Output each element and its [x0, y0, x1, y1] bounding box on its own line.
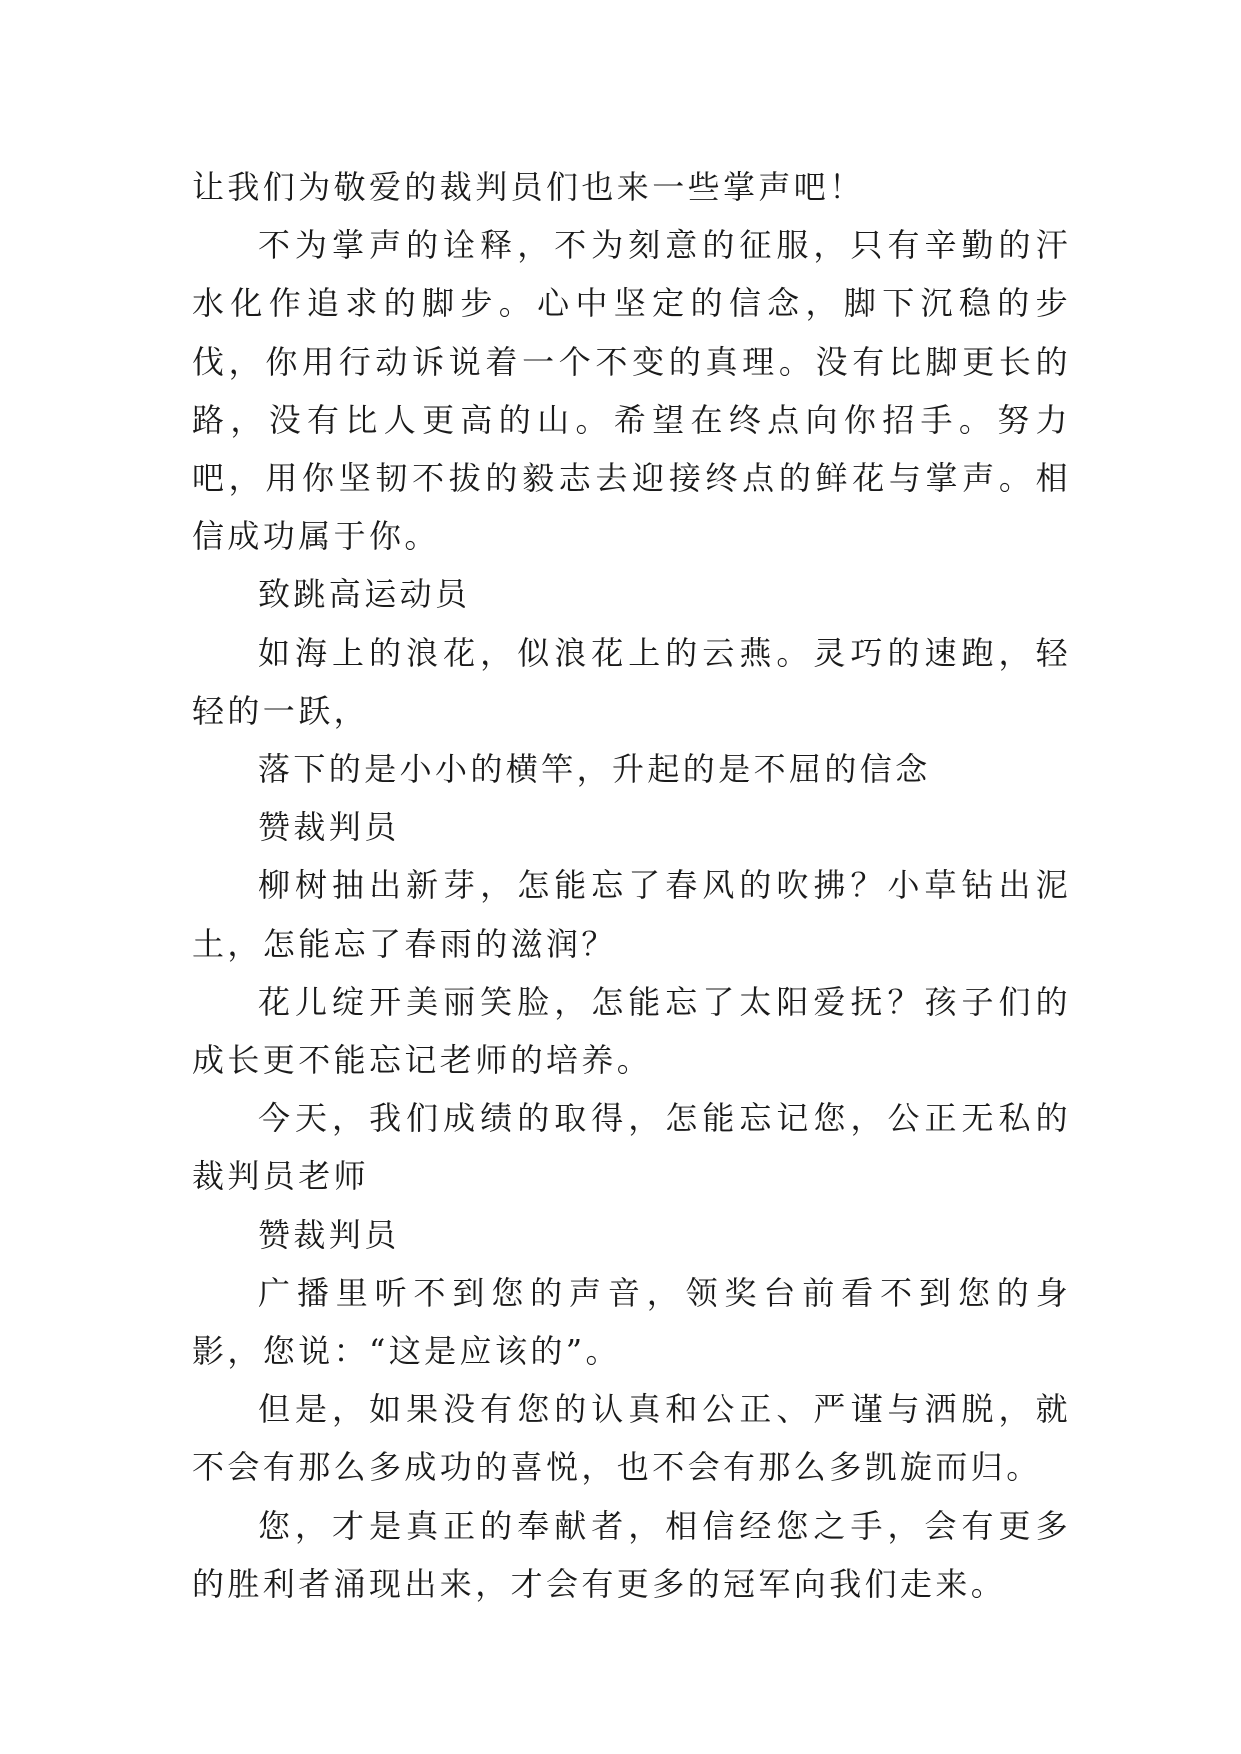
paragraph-fair-referees: 今天，我们成绩的取得，怎能忘记您，公正无私的裁判员老师 [192, 1099, 1071, 1196]
heading-high-jump-athletes: 致跳高运动员 [258, 575, 471, 614]
paragraph-sweat-and-effort: 不为掌声的诠释，不为刻意的征服，只有辛勤的汗水化作追求的脚步。心中坚定的信念，脚下沉稳的步伐，你用行动诉说着一个不变的真理。没有比脚更长的路，没有比人更高的山。希望在终点向你招手。努力吧，用你坚韧不拔的毅志去迎接终点的鲜花与掌声。相信成功属于你。 [192, 226, 1071, 556]
paragraph-without-you: 但是，如果没有您的认真和公正、严谨与洒脱，就不会有那么多成功的喜悦，也不会有那么多凯旋而归。 [192, 1390, 1071, 1487]
paragraph-waves-and-leap: 如海上的浪花，似浪花上的云燕。灵巧的速跑，轻轻的一跃， [192, 633, 1071, 730]
paragraph-crossbar-and-faith: 落下的是小小的横竿，升起的是不屈的信念 [258, 750, 931, 789]
paragraph-true-contributors: 您，才是真正的奉献者，相信经您之手，会有更多的胜利者涌现出来，才会有更多的冠军向我们走来。 [192, 1506, 1071, 1603]
paragraph-willow-and-grass: 柳树抽出新芽，怎能忘了春风的吹拂？小草钻出泥土，怎能忘了春雨的滋润？ [192, 866, 1071, 963]
paragraph-flowers-and-teachers: 花儿绽开美丽笑脸，怎能忘了太阳爱抚？孩子们的成长更不能忘记老师的培养。 [192, 982, 1071, 1080]
heading-praise-referees-1: 赞裁判员 [258, 808, 400, 847]
heading-praise-referees-2: 赞裁判员 [258, 1215, 400, 1254]
paragraph-applause-referees: 让我们为敬爱的裁判员们也来一些掌声吧！ [192, 168, 865, 206]
paragraph-unseen-voice: 广播里听不到您的声音，领奖台前看不到您的身影，您说：“这是应该的”。 [192, 1273, 1071, 1371]
